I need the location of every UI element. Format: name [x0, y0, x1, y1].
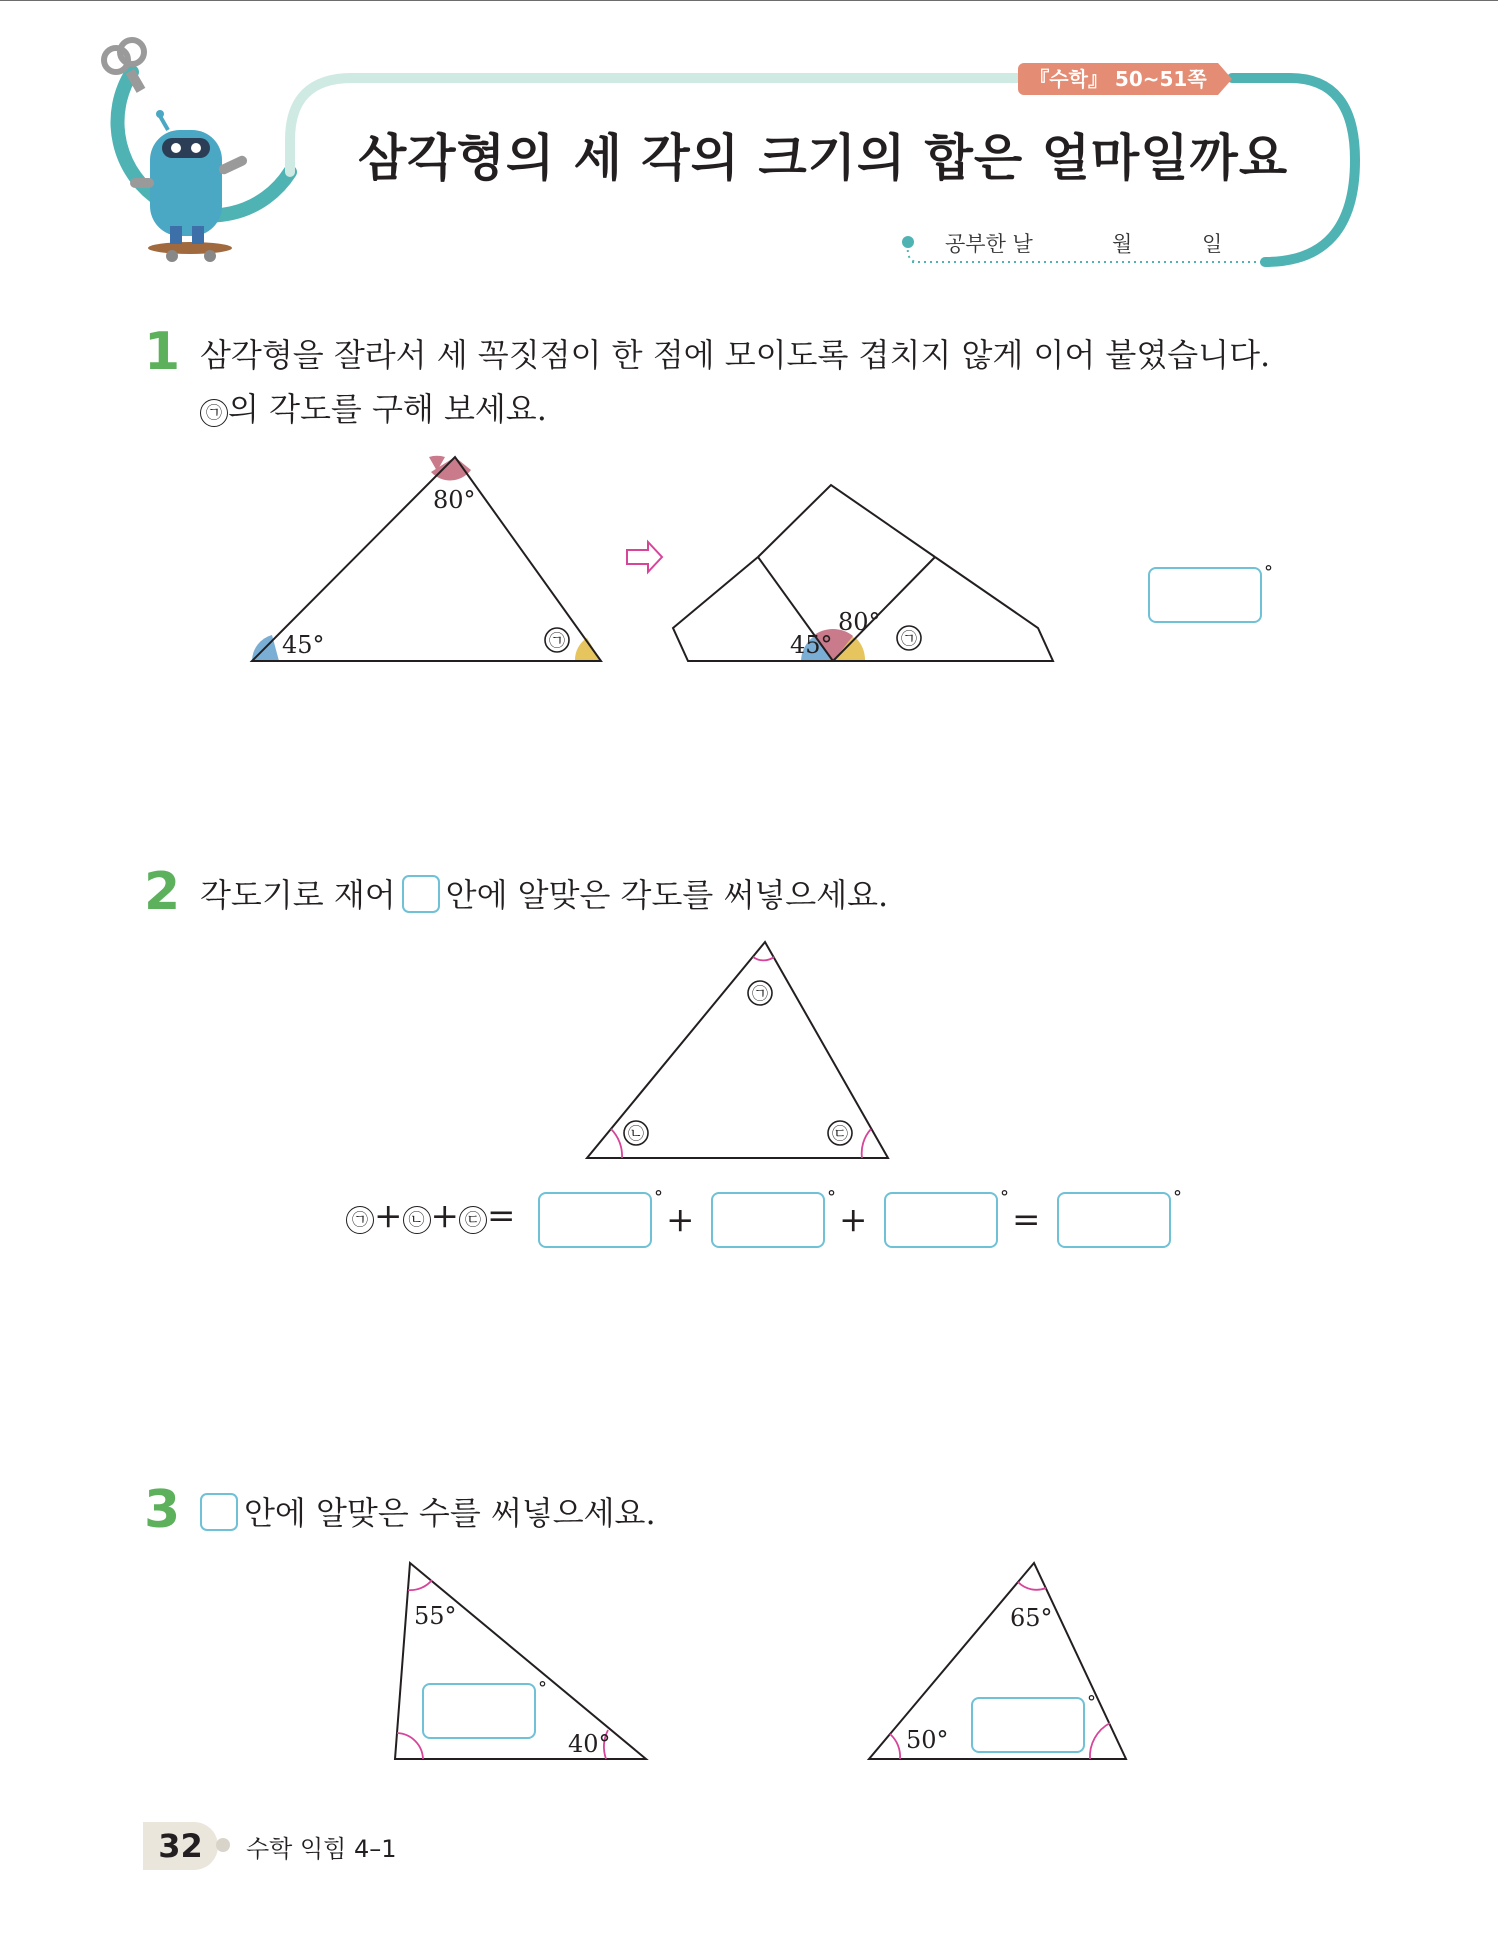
circle-label-a: ㉠	[200, 399, 228, 427]
q2-degree-sum: °	[1173, 1187, 1182, 1208]
q1-circle-label: ㉠	[548, 631, 566, 650]
study-day-dot	[902, 236, 914, 248]
question-1-text-line1: 삼각형을 잘라서 세 꼭짓점이 한 점에 모이도록 겹치지 않게 이어 붙였습니다.	[200, 336, 1271, 374]
q2-label-b: ㉡	[627, 1124, 645, 1143]
q1-left-angle-label: 45°	[282, 631, 325, 659]
question-3-number: 3	[144, 1480, 181, 1540]
q2-label-c: ㉢	[831, 1124, 849, 1143]
q2-arc-right	[862, 1129, 871, 1158]
q1-assembled-left-label: 45°	[790, 631, 833, 659]
inline-answer-box-icon	[402, 875, 440, 913]
footer-dot	[216, 1838, 230, 1852]
study-day-label: 공부한 날	[945, 232, 1033, 256]
q3-tri1-right-label: 40°	[568, 1730, 611, 1758]
q2-answer-box-c[interactable]	[884, 1192, 998, 1248]
question-2-figure	[0, 930, 1498, 1170]
q2-degree-a: °	[654, 1187, 663, 1208]
q3-tri1-answer-box[interactable]	[422, 1683, 536, 1739]
page-title: 삼각형의 세 각의 크기의 합은 얼마일까요	[358, 129, 1289, 187]
q2-answer-box-sum[interactable]	[1057, 1192, 1171, 1248]
question-2-text: 각도기로 재어 안에 알맞은 각도를 써넣으세요.	[200, 876, 889, 914]
q2-answer-box-a[interactable]	[538, 1192, 652, 1248]
q2-answer-box-b[interactable]	[711, 1192, 825, 1248]
textbook-reference-tag: 『수학』 50~51쪽	[1018, 63, 1218, 95]
question-1-figure	[0, 440, 1498, 680]
q1-degree-mark: °	[1264, 562, 1273, 583]
q3-tri2-top-label: 65°	[1010, 1604, 1053, 1632]
month-label: 월	[1112, 232, 1133, 256]
q2-equals: =	[1012, 1200, 1041, 1240]
q1-assembled-circle-label: ㉠	[900, 629, 918, 648]
q3-tri2-left-label: 50°	[906, 1726, 949, 1754]
ref-tag-arrow	[1218, 63, 1232, 95]
inline-answer-box-icon	[200, 1493, 238, 1531]
q2-arc-left	[611, 1129, 622, 1158]
q3-tri2-degree: °	[1087, 1692, 1096, 1713]
q2-arc-top	[753, 957, 774, 960]
question-3-figure	[0, 1550, 1498, 1770]
robot-mascot-icon	[130, 110, 249, 262]
q1-top-angle-label: 80°	[433, 486, 476, 514]
q3-tri1-degree: °	[538, 1678, 547, 1699]
q1-assembled-top-label: 80°	[838, 608, 881, 636]
day-label: 일	[1202, 232, 1223, 256]
q3-tri1-top-label: 55°	[414, 1602, 457, 1630]
question-1-text-line2: ㉠ 의 각도를 구해 보세요.	[200, 384, 547, 430]
q2-plus-1: +	[666, 1200, 695, 1240]
q2-equation-lhs: ㉠ + ㉡ + ㉢ =	[346, 1196, 516, 1236]
q3-tri2-answer-box[interactable]	[971, 1697, 1085, 1753]
q2-plus-2: +	[839, 1200, 868, 1240]
footer-book-title: 수학 익힘 4–1	[246, 1835, 397, 1863]
q1-answer-box[interactable]	[1148, 567, 1262, 623]
q2-degree-c: °	[1000, 1187, 1009, 1208]
page-number: 32	[143, 1822, 218, 1870]
q2-degree-b: °	[827, 1187, 836, 1208]
outline-right-arrow-icon	[627, 542, 662, 572]
q2-label-a: ㉠	[751, 984, 769, 1003]
question-1-number: 1	[144, 322, 181, 382]
question-2-number: 2	[144, 862, 181, 922]
question-3-text: 안에 알맞은 수를 써넣으세요.	[200, 1488, 656, 1534]
